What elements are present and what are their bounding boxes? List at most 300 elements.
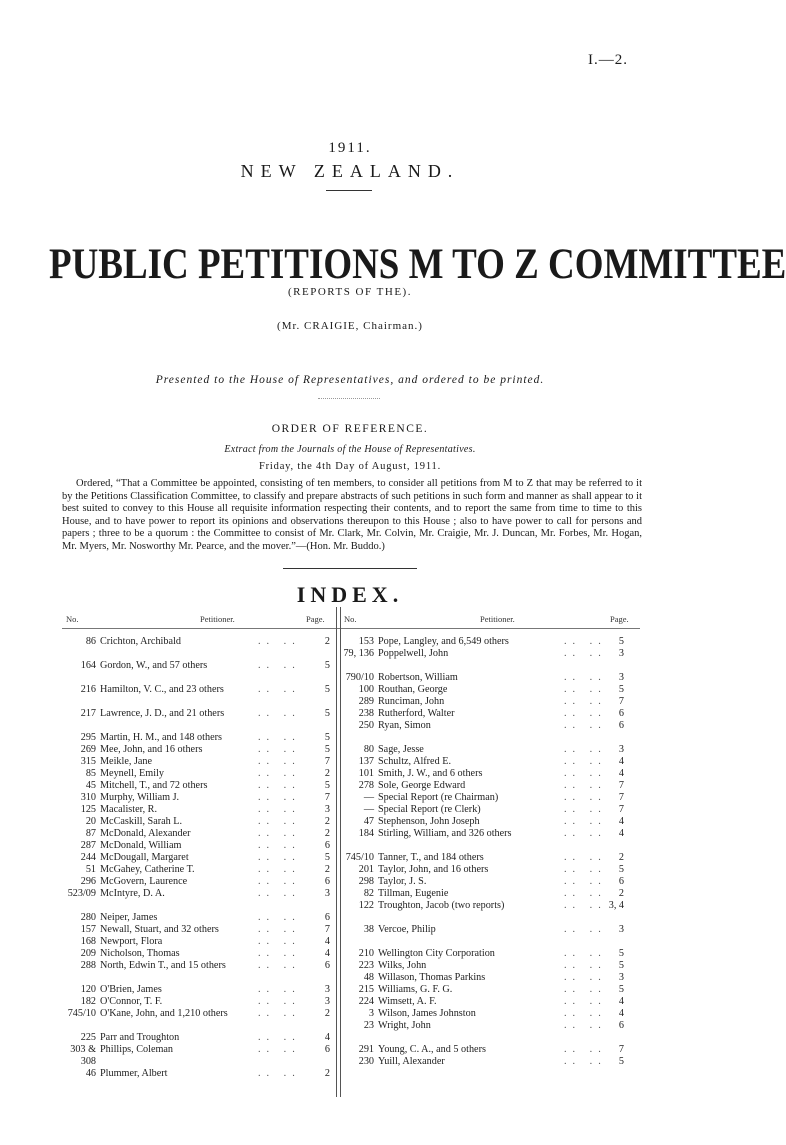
page-number: 7 — [618, 1044, 624, 1055]
index-row — [343, 648, 628, 660]
index-row — [358, 1044, 628, 1056]
leader-dots: .. .. — [564, 876, 607, 887]
petition-number: 244 — [80, 852, 96, 863]
leader-dots: .. .. — [258, 924, 301, 935]
year-heading: 1911. — [328, 140, 372, 156]
petitioner-name: Taylor, J. S. — [378, 876, 427, 887]
chairman-line: (Mr. CRAIGIE, Chairman.) — [277, 320, 423, 332]
index-row — [358, 696, 628, 708]
page-number: 2 — [324, 636, 330, 647]
leader-dots: .. .. — [258, 1044, 301, 1055]
petition-number: 745/10 — [67, 1008, 96, 1019]
petitioner-name: Sole, George Edward — [378, 780, 466, 791]
petition-number: 157 — [80, 924, 96, 935]
petition-number: 291 — [358, 1044, 374, 1055]
page-number: 2 — [324, 1008, 330, 1019]
petition-number: 51 — [85, 864, 96, 875]
petitioner-name: Special Report (re Chairman) — [378, 792, 499, 803]
page-number: 5 — [324, 660, 330, 671]
petition-number: 85 — [85, 768, 96, 779]
index-row — [80, 960, 330, 972]
page-number: 3 — [324, 984, 330, 995]
petition-number: — — [363, 792, 374, 803]
left-petitioner-header: Petitioner. — [200, 614, 235, 624]
page-number: 3 — [618, 744, 624, 755]
leader-dots: .. .. — [258, 996, 301, 1007]
leader-dots: .. .. — [258, 768, 301, 779]
page-number: 4 — [618, 816, 624, 827]
leader-dots: .. .. — [564, 648, 607, 659]
petitioner-name: Smith, J. W., and 6 others — [378, 768, 483, 779]
petition-number: 82 — [363, 888, 374, 899]
index-row — [368, 1008, 628, 1020]
index-row — [378, 936, 628, 948]
index-row — [67, 888, 330, 900]
page-number: 6 — [324, 912, 330, 923]
page-number: 7 — [324, 756, 330, 767]
petitioner-name: Troughton, Jacob (two reports) — [378, 900, 505, 911]
index-row — [358, 948, 628, 960]
page-number: 5 — [324, 732, 330, 743]
index-row — [85, 864, 330, 876]
index-row — [363, 804, 628, 816]
petition-number: 295 — [80, 732, 96, 743]
index-row — [378, 732, 628, 744]
index-row — [100, 672, 330, 684]
right-no-header: No. — [344, 614, 357, 624]
document-subtitle: (REPORTS OF THE). — [288, 286, 412, 298]
index-row — [363, 924, 628, 936]
petition-number: 79, 136 — [343, 648, 374, 659]
index-row — [358, 684, 628, 696]
petition-number: 100 — [358, 684, 374, 695]
petition-number: 168 — [80, 936, 96, 947]
leader-dots: .. .. — [564, 756, 607, 767]
index-row — [358, 828, 628, 840]
page-number: 4 — [618, 828, 624, 839]
petitioner-name: Wellington City Corporation — [378, 948, 495, 959]
petition-number: 87 — [85, 828, 96, 839]
petitioner-name: McCaskill, Sarah L. — [100, 816, 183, 827]
index-row — [358, 720, 628, 732]
index-header-rule — [62, 628, 640, 629]
journal-extract-line: Extract from the Journals of the House of Representatives. — [224, 444, 476, 455]
petition-number: 303 & — [70, 1044, 96, 1055]
index-row — [80, 756, 330, 768]
index-row — [85, 768, 330, 780]
leader-dots: .. .. — [564, 768, 607, 779]
petition-number: 20 — [85, 816, 96, 827]
petition-number: 80 — [363, 744, 374, 755]
leader-dots: .. .. — [258, 1032, 301, 1043]
index-center-rule-inner — [340, 607, 341, 1097]
petition-number: 225 — [80, 1032, 96, 1043]
petition-number: 230 — [358, 1056, 374, 1067]
page-number: 4 — [324, 1032, 330, 1043]
petition-number: 269 — [80, 744, 96, 755]
petitioner-name: Vercoe, Philip — [378, 924, 436, 935]
index-row — [358, 636, 628, 648]
page-number: 3 — [618, 672, 624, 683]
index-row — [80, 912, 330, 924]
leader-dots: .. .. — [258, 744, 301, 755]
leader-dots: .. .. — [258, 1008, 301, 1019]
leader-dots: .. .. — [258, 828, 301, 839]
leader-dots: .. .. — [564, 864, 607, 875]
leader-dots: .. .. — [564, 708, 607, 719]
index-row — [67, 1008, 330, 1020]
index-row — [358, 984, 628, 996]
index-row — [358, 864, 628, 876]
page-number: 4 — [324, 948, 330, 959]
petition-number: 298 — [358, 876, 374, 887]
petition-number: 289 — [358, 696, 374, 707]
index-row — [70, 1044, 330, 1056]
page-number: 5 — [618, 984, 624, 995]
left-no-header: No. — [66, 614, 79, 624]
petitioner-name: Runciman, John — [378, 696, 445, 707]
petition-number: 23 — [363, 1020, 374, 1031]
petitioner-name: McGovern, Laurence — [100, 876, 188, 887]
index-row — [363, 744, 628, 756]
leader-dots: .. .. — [564, 720, 607, 731]
index-row — [363, 816, 628, 828]
petitioner-name: McDougall, Margaret — [100, 852, 189, 863]
petitioner-name: Wimsett, A. F. — [378, 996, 437, 1007]
petition-number: 120 — [80, 984, 96, 995]
petitioner-name: Martin, H. M., and 148 others — [100, 732, 222, 743]
index-row — [85, 780, 330, 792]
page-number: 3 — [618, 972, 624, 983]
index-row — [80, 732, 330, 744]
page-number: 2 — [324, 828, 330, 839]
leader-dots: .. .. — [258, 756, 301, 767]
leader-dots: .. .. — [258, 684, 301, 695]
petitioner-name: Young, C. A., and 5 others — [378, 1044, 486, 1055]
leader-dots: .. .. — [258, 1068, 301, 1079]
leader-dots: .. .. — [258, 840, 301, 851]
petitioner-name: Crichton, Archibald — [100, 636, 181, 647]
petitioner-name: Meynell, Emily — [100, 768, 164, 779]
page-number: 5 — [324, 708, 330, 719]
index-row — [100, 972, 330, 984]
page-number: 7 — [618, 696, 624, 707]
petitioner-name: Schultz, Alfred E. — [378, 756, 451, 767]
leader-dots: .. .. — [564, 1044, 607, 1055]
index-row — [363, 972, 628, 984]
petitioner-name: Lawrence, J. D., and 21 others — [100, 708, 225, 719]
petition-number: 210 — [358, 948, 374, 959]
petitioner-name: Meikle, Jane — [100, 756, 153, 767]
petition-number: 315 — [80, 756, 96, 767]
petition-number: 45 — [85, 780, 96, 791]
index-divider — [283, 568, 417, 569]
index-row — [80, 1056, 330, 1068]
page-number: 5 — [618, 684, 624, 695]
index-row — [358, 708, 628, 720]
petitioner-name: Stirling, William, and 326 others — [378, 828, 512, 839]
index-row — [345, 852, 628, 864]
petition-number: 38 — [363, 924, 374, 935]
petitioner-name: Routhan, George — [378, 684, 448, 695]
leader-dots: .. .. — [564, 996, 607, 1007]
petitioner-name: O'Kane, John, and 1,210 others — [100, 1008, 228, 1019]
index-row — [100, 1020, 330, 1032]
index-row — [80, 708, 330, 720]
index-row — [80, 744, 330, 756]
petition-number: 217 — [80, 708, 96, 719]
leader-dots: .. .. — [258, 984, 301, 995]
page-number: 6 — [324, 840, 330, 851]
index-row — [80, 996, 330, 1008]
leader-dots: .. .. — [564, 636, 607, 647]
petition-number: 3 — [368, 1008, 374, 1019]
petition-number: 288 — [80, 960, 96, 971]
petitioner-name: Parr and Troughton — [100, 1032, 180, 1043]
leader-dots: .. .. — [258, 792, 301, 803]
petitioner-name: Nicholson, Thomas — [100, 948, 180, 959]
leader-dots: .. .. — [258, 816, 301, 827]
page-number: 2 — [324, 768, 330, 779]
petition-number: 184 — [358, 828, 374, 839]
index-row — [378, 912, 628, 924]
page-number: 4 — [618, 768, 624, 779]
page-number: 7 — [618, 792, 624, 803]
index-row — [378, 660, 628, 672]
petitioner-name: Yuill, Alexander — [378, 1056, 445, 1067]
petitioner-name: Rutherford, Walter — [378, 708, 455, 719]
index-row — [358, 876, 628, 888]
page-number: 5 — [324, 744, 330, 755]
petitioner-name: Williams, G. F. G. — [378, 984, 453, 995]
petitioner-name: Taylor, John, and 16 others — [378, 864, 489, 875]
page-number: 5 — [324, 684, 330, 695]
index-row — [100, 720, 330, 732]
leader-dots: .. .. — [564, 960, 607, 971]
petition-number: 137 — [358, 756, 374, 767]
leader-dots: .. .. — [564, 852, 607, 863]
leader-dots: .. .. — [564, 804, 607, 815]
page-number: 7 — [324, 792, 330, 803]
petition-number: 224 — [358, 996, 374, 1007]
petition-number: — — [363, 804, 374, 815]
index-row — [358, 996, 628, 1008]
petitioner-name: McGahey, Catherine T. — [100, 864, 195, 875]
leader-dots: .. .. — [258, 708, 301, 719]
leader-dots: .. .. — [564, 744, 607, 755]
petitioner-name: Wilks, John — [378, 960, 427, 971]
page-number: 5 — [324, 780, 330, 791]
index-left-column — [67, 636, 330, 1080]
index-row — [80, 804, 330, 816]
right-petitioner-header: Petitioner. — [480, 614, 515, 624]
petition-number: 250 — [358, 720, 374, 731]
petition-number: 223 — [358, 960, 374, 971]
page-number: 6 — [618, 1020, 624, 1031]
petition-number: 201 — [358, 864, 374, 875]
petition-number: 125 — [80, 804, 96, 815]
petition-number: 238 — [358, 708, 374, 719]
index-row — [358, 960, 628, 972]
leader-dots: .. .. — [258, 948, 301, 959]
page-number: 7 — [618, 780, 624, 791]
petitioner-name: McDonald, William — [100, 840, 182, 851]
petition-number: 182 — [80, 996, 96, 1007]
petitioner-name: Willason, Thomas Parkins — [378, 972, 486, 983]
page-number: 6 — [618, 876, 624, 887]
index-row — [100, 648, 330, 660]
petitioner-name: Newall, Stuart, and 32 others — [100, 924, 219, 935]
petition-number: 745/10 — [345, 852, 374, 863]
petitioner-name: North, Edwin T., and 15 others — [100, 960, 226, 971]
petition-number: 122 — [358, 900, 374, 911]
index-row — [80, 948, 330, 960]
page-number: 2 — [618, 888, 624, 899]
petitioner-name: O'Brien, James — [100, 984, 162, 995]
index-row — [358, 756, 628, 768]
index-row — [358, 780, 628, 792]
petitioner-name: Mitchell, T., and 72 others — [100, 780, 208, 791]
leader-dots: .. .. — [258, 864, 301, 875]
petition-number: 153 — [358, 636, 374, 647]
page-number: 4 — [618, 996, 624, 1007]
petitioner-name: Robertson, William — [378, 672, 458, 683]
index-row — [80, 984, 330, 996]
short-divider — [326, 190, 372, 191]
petitioner-name: Tanner, T., and 184 others — [378, 852, 484, 863]
index-row — [345, 672, 628, 684]
index-row — [80, 684, 330, 696]
petitioner-name: Poppelwell, John — [378, 648, 449, 659]
page-number: 2 — [324, 864, 330, 875]
petitioner-name: Macalister, R. — [100, 804, 158, 815]
petitioner-name: Hamilton, V. C., and 23 others — [100, 684, 224, 695]
petition-number: 215 — [358, 984, 374, 995]
index-row — [80, 936, 330, 948]
country-heading: NEW ZEALAND. — [240, 161, 460, 181]
page-number: 6 — [324, 876, 330, 887]
petition-number: 310 — [80, 792, 96, 803]
leader-dots: .. .. — [564, 1056, 607, 1067]
order-of-reference-heading: ORDER OF REFERENCE. — [271, 423, 429, 435]
leader-dots: .. .. — [258, 888, 301, 899]
leader-dots: .. .. — [564, 696, 607, 707]
index-row — [378, 840, 628, 852]
petition-number: 296 — [80, 876, 96, 887]
petitioner-name: Sage, Jesse — [378, 744, 424, 755]
leader-dots: .. .. — [564, 672, 607, 683]
leader-dots: .. .. — [564, 984, 607, 995]
document-title: PUBLIC PETITIONS M TO Z COMMITTEE — [49, 241, 786, 288]
petition-number: 86 — [85, 636, 96, 647]
index-center-rule — [336, 607, 337, 1097]
petition-number: 523/09 — [67, 888, 96, 899]
petitioner-name: Stephenson, John Joseph — [378, 816, 480, 827]
index-row — [378, 1032, 628, 1044]
petition-number: 216 — [80, 684, 96, 695]
page-number: 3 — [324, 804, 330, 815]
petitioner-name: O'Connor, T. F. — [100, 996, 163, 1007]
page-number: 7 — [618, 804, 624, 815]
index-row — [80, 792, 330, 804]
page-number: 3 — [324, 888, 330, 899]
petitioner-name: Murphy, William J. — [100, 792, 180, 803]
petition-number: 209 — [80, 948, 96, 959]
petitioner-name: Newport, Flora — [100, 936, 163, 947]
page-number: 3 — [618, 924, 624, 935]
petition-number: 308 — [80, 1056, 96, 1067]
petitioner-name: McIntyre, D. A. — [100, 888, 165, 899]
petitioner-name: Tillman, Eugenie — [378, 888, 449, 899]
leader-dots: .. .. — [258, 660, 301, 671]
leader-dots: .. .. — [258, 936, 301, 947]
leader-dots: .. .. — [564, 1008, 607, 1019]
page-number: 6 — [324, 960, 330, 971]
index-row — [358, 900, 628, 912]
index-row — [100, 696, 330, 708]
petitioner-name: Wilson, James Johnston — [378, 1008, 476, 1019]
leader-dots: .. .. — [258, 804, 301, 815]
petition-number: 47 — [363, 816, 374, 827]
page-number: 5 — [618, 948, 624, 959]
petition-number: 164 — [80, 660, 96, 671]
order-of-reference-text: Ordered, “That a Committee be appointed, consisting of ten members, to consider all petitions from M to Z that may be referred to it by the Petitions Classification Committee, to classify and prepare abstracts of such petitions in such form and manner as shall appear to it best suited to convey to this House all requisite information respecting their contents, and to report the same from time to time to this House, and to have power to report its opinions and observations thereupon to this House ; also to have power to call for persons and papers ; three to be a quorum : the Committee to consist of Mr. Clark, Mr. Colvin, Mr. Craigie, Mr. J. Duncan, Mr. Forbes, Mr. Hogan, Mr. Myers, Mr. Nosworthy Mr. Pearce, and the mover.”—(Hon. Mr. Buddo.) — [62, 478, 642, 552]
dotted-divider — [318, 398, 380, 399]
petitioner-name: Mee, John, and 16 others — [100, 744, 203, 755]
leader-dots: .. .. — [564, 792, 607, 803]
leader-dots: .. .. — [564, 888, 607, 899]
index-row — [80, 852, 330, 864]
leader-dots: .. .. — [564, 684, 607, 695]
page-number: 5 — [618, 1056, 624, 1067]
petition-number: 287 — [80, 840, 96, 851]
index-row — [358, 768, 628, 780]
page-number: 3 — [324, 996, 330, 1007]
index-row — [85, 816, 330, 828]
petitioner-name: Neiper, James — [100, 912, 158, 923]
leader-dots: .. .. — [564, 924, 607, 935]
petitioner-name: Pope, Langley, and 6,549 others — [378, 636, 509, 647]
petitioner-name: Special Report (re Clerk) — [378, 804, 481, 815]
petitioner-name: Plummer, Albert — [100, 1068, 168, 1079]
page-number: 2 — [324, 816, 330, 827]
index-row — [363, 792, 628, 804]
page-number: 4 — [618, 1008, 624, 1019]
page-number: 3 — [618, 648, 624, 659]
leader-dots: .. .. — [258, 876, 301, 887]
petitioner-name: Phillips, Coleman — [100, 1044, 174, 1055]
leader-dots: .. .. — [258, 960, 301, 971]
page-number: 2 — [618, 852, 624, 863]
index-row — [80, 924, 330, 936]
page-number: 7 — [324, 924, 330, 935]
page-number: 5 — [324, 852, 330, 863]
leader-dots: .. .. — [564, 972, 607, 983]
index-row — [80, 876, 330, 888]
page-number: 6 — [324, 1044, 330, 1055]
leader-dots: .. .. — [258, 732, 301, 743]
leader-dots: .. .. — [258, 780, 301, 791]
index-row — [100, 900, 330, 912]
leader-dots: .. .. — [564, 1020, 607, 1031]
page-number: 6 — [618, 720, 624, 731]
presented-line: Presented to the House of Representatives, and ordered to be printed. — [155, 374, 545, 386]
petitioner-name: Ryan, Simon — [378, 720, 431, 731]
index-row — [85, 636, 330, 648]
page-number: 2 — [324, 1068, 330, 1079]
page-number: 4 — [324, 936, 330, 947]
petition-number: 48 — [363, 972, 374, 983]
